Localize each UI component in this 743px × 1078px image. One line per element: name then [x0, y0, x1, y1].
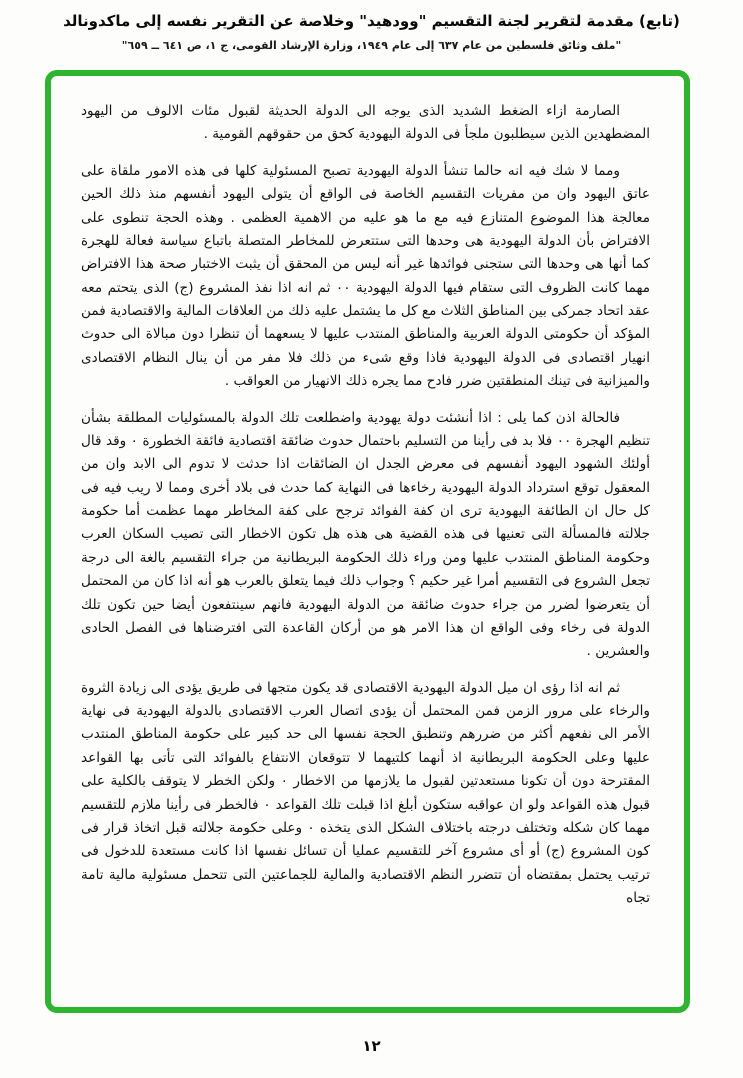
- page-number: ١٢: [362, 1037, 381, 1055]
- green-border-frame: [45, 70, 690, 1013]
- document-title: (تابع) مقدمة لتقرير لجنة التقسيم "وودهيد" وخلاصة عن التقرير نفسه إلى ماكدونالد: [63, 12, 680, 30]
- body-paragraph: فالحالة اذن كما يلى : اذا أنشئت دولة يهودية واضطلعت تلك الدولة بالمسئوليات المطلقة بشأن تنظيم الهجرة ٠٠ فلا بد فى رأينا من التسليم باحتمال حدوث ضائقة اقتصادية فائقة الخطورة ٠ وقد قال أولئك الشهود اليهود أنفسهم فى معرض الجدل ان الضائقات اذا حدثت لا تدوم الى الابد وان من المعقول توقع استرداد الدولة اليهودية رخاءها فى النهاية كما حدث فى بلاد أخرى ومما لا ريب فيه فى كل حال ان الطائفة اليهودية ترى ان كفة الفوائد ترجح على كفة المخاطر مهما عظمت أما حكومة جلالته فالمسألة التى تعنيها فى هذه القضية هى هذه هل تكون الاخطار التى تصيب السكان العرب وحكومة المناطق المنتدب عليها ومن وراء ذلك الحكومة البريطانية من جراء التقسيم بالغة الى درجة تجعل الشروع فى التقسيم أمرا غير حكيم ؟ وجواب ذلك فيما يتعلق بالعرب هو أنه اذا كان من المحتمل أن يتعرضوا لضرر من جراء حدوث ضائقة من الدولة اليهودية فانهم سينتفعون أيضا حين تكون تلك الدولة فى رخاء وفى الواقع ان هذا الامر هو من أركان القاعدة التى افترضناها فى الفصل الحادى والعشرين .: [81, 409, 651, 660]
- page-footer: [0, 1036, 743, 1055]
- body-paragraph: ثم انه اذا رؤى ان ميل الدولة اليهودية الاقتصادى قد يكون متجها فى طريق يؤدى الى زيادة الثروة والرخاء على مرور الزمن فمن المحتمل أن يؤدى اتصال العرب الاقتصادى بالدولة اليهودية فى نهاية الأمر الى نفعهم أكثر من ضررهم وتنطبق الحجة نفسها الى حد كبير على حكومة المناطق المنتدب عليها وعلى الحكومة البريطانية اذ أنهما كلتيهما لا تتوقعان الانتفاع بالفوائد التى تأتى بها القواعد المقترحة دون أن تكونا مستعدتين لقبول ما يلازمها من الاخطار ٠ ولكن الخطر لا يتوقف بالكلية على قبول هذه القواعد ولو ان عواقبه ستكون أبلغ اذا قبلت تلك القواعد ٠ فالخطر فى رأينا ملازم للتقسيم مهما كان شكله وتختلف درجته باختلاف الشكل الذى يتخذه ٠ وعلى حكومة جلالته قبل اتخاذ قرار فى كون المشروع (ج) أو أى مشروع آخر للتقسيم عمليا أن تسائل نفسها اذا كانت مستعدة للدخول فى ترتيب يحتمل بمقتضاه أن تتضرر النظم الاقتصادية والمالية للجماعتين التى تتحمل مسئولية مالية تامة تجاه: [81, 679, 651, 906]
- document-source-line: "ملف وثائق فلسطين من عام ٦٣٧ إلى عام ١٩٤٩، وزارة الإرشاد القومى، ج ١، ص ٦٤١ ــ ٦٥٩": [121, 38, 622, 52]
- body-paragraph: ومما لا شك فيه انه حالما تنشأ الدولة اليهودية تصبح المسئولية كلها فى هذه الامور ملقاة على عاتق اليهود وان من مفريات التقسيم الخاصة فى الواقع أن يتولى اليهود أنفسهم منذ ذلك الحين معالجة هذا الموضوع المتنازع فيه مع ما هو عليه من الاهمية العظمى . وهذه الحجة تنطوى على الافتراض بأن الدولة اليهودية هى وحدها التى ستتعرض للمخاطر المتصلة باتباع سياسة فعالة للهجرة كما أنها هى وحدها التى ستجنى فوائدها غير أنه ليس من المحقق أن يثبت الاختبار صحة هذا الافتراض مهما كانت الظروف التى ستقام فيها الدولة اليهودية ٠٠ ثم انه اذا نفذ المشروع (ج) الذى يتحتم معه عقد اتحاد جمركى بين المناطق الثلاث مع كل ما يشتمل عليه ذلك من العلاقات المالية والاقتصادية فمن المؤكد أن حكومتى الدولة العربية والمناطق المنتدب عليها لا يسعهما أن تنظرا دون مبالاة الى حدوث انهيار اقتصادى فى الدولة اليهودية فاذا وقع شىء من ذلك فلا مفر من أن ينال النظام الاقتصادى والميزانية فى تينك المنطقتين ضرر فادح مما يجره ذلك الانهيار من العواقب .: [81, 162, 650, 390]
- document-body: [81, 100, 650, 910]
- body-paragraph: الصارمة ازاء الضغط الشديد الذى يوجه الى الدولة الحديثة لقبول مئات الالوف من اليهود المضطهدين الذين سيطلبون ملجأ فى الدولة اليهودية كحق من حقوقهم القومية .: [81, 103, 650, 143]
- page-header: [0, 0, 743, 54]
